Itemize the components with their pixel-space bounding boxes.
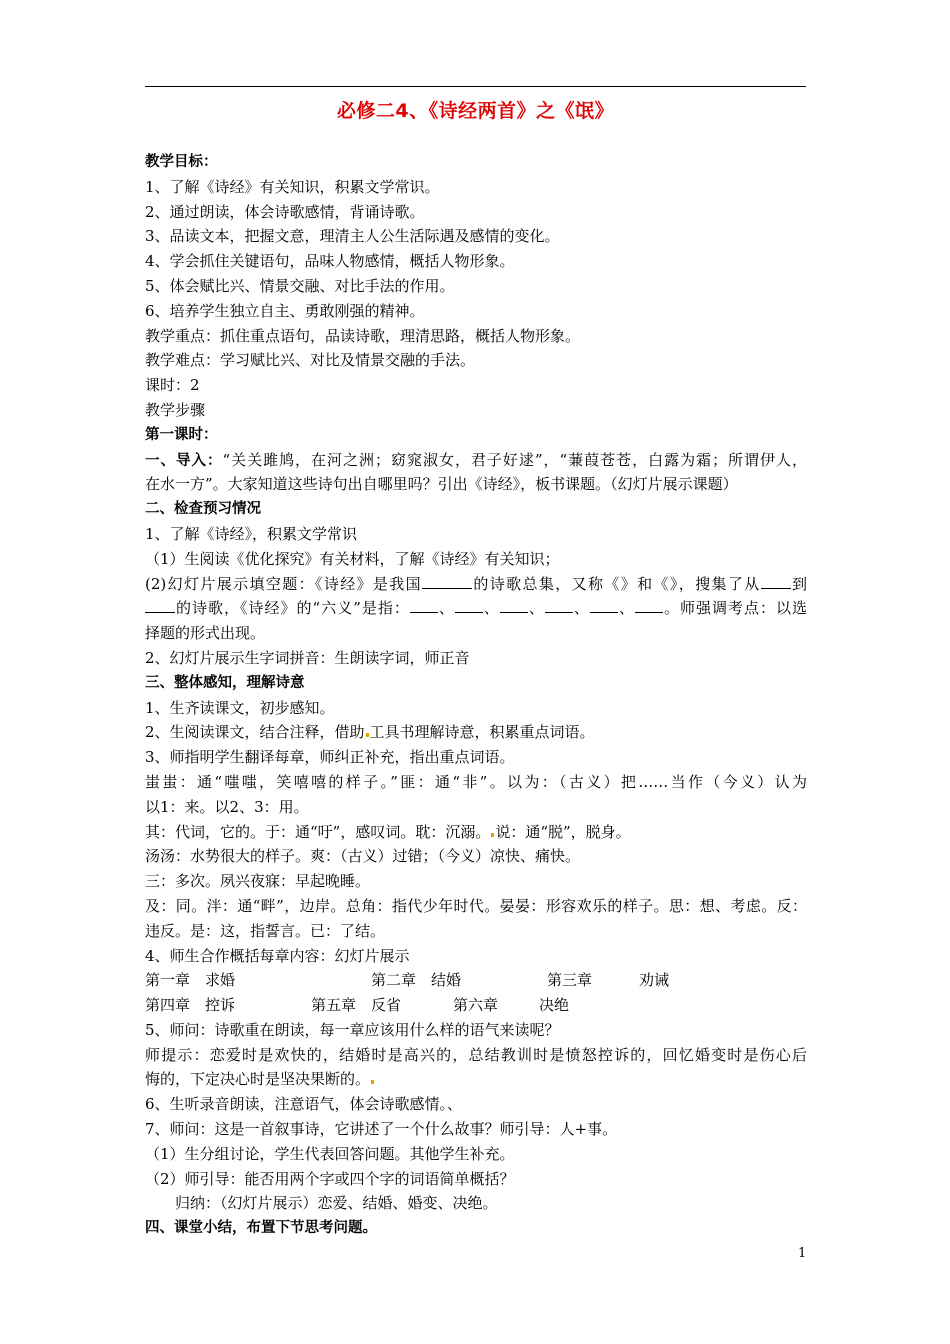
mark-dot xyxy=(371,1080,374,1084)
blank xyxy=(145,596,175,613)
intro-paragraph-line xyxy=(145,448,807,473)
steps-heading: 教学步骤 xyxy=(145,400,206,419)
goal-item: 2、通过朗读，体会诗歌感情，背诵诗歌。 xyxy=(145,202,425,221)
chapter-item: 第五章 反省 xyxy=(311,996,402,1015)
subsection-text: 工具书理解诗意，积累重点词语。 xyxy=(369,723,595,742)
vocab-text: 说：通“脱”，脱身。 xyxy=(495,822,631,841)
subsection: 5、师问：诗歌重在朗读，每一章应该用什么样的语气来读呢？ xyxy=(145,1020,560,1039)
lesson-one-heading: 第一课时： xyxy=(145,426,218,443)
chapter-item: 劝诫 xyxy=(639,971,670,990)
chapter-item: 第二章 结婚 xyxy=(371,971,462,990)
goal-item: 3、品读文本，把握文意，理清主人公生活际遇及感情的变化。 xyxy=(145,227,560,246)
subsection: 1、生齐读课文，初步感知。 xyxy=(145,698,335,717)
intro-label: 一、导入： xyxy=(145,452,223,469)
fill-text: 的诗歌总集，又称《 xyxy=(472,574,621,593)
fill-text: 的诗歌，《诗经》的“六义”是指： xyxy=(175,599,410,618)
difficulties: 教学难点：学习赋比兴、对比及情景交融的手法。 xyxy=(145,351,476,370)
section-heading: 三、整体感知，理解诗意 xyxy=(145,674,305,691)
fill-text: 、 xyxy=(482,599,500,618)
fill-text: 、 xyxy=(437,599,455,618)
fill-text: 、 xyxy=(527,599,545,618)
section-heading: 二、检查预习情况 xyxy=(145,501,261,518)
blank xyxy=(455,596,483,613)
subsection-item: （1）生分组讨论，学生代表回答问题。其他学生补充。 xyxy=(145,1144,515,1163)
mark-dot xyxy=(366,733,369,737)
header-rule xyxy=(145,86,806,87)
fill-text: 》和《 xyxy=(620,574,670,593)
subsection-item: （2）师引导：能否用两个字或四个字的词语简单概括？ xyxy=(145,1169,515,1188)
blank xyxy=(635,596,663,613)
subsection: 7、师问：这是一首叙事诗，它讲述了一个什么故事？师引导：人+事。 xyxy=(145,1120,618,1139)
hint-line xyxy=(145,1067,807,1092)
fill-blank-line xyxy=(145,596,807,621)
fill-text: 、 xyxy=(617,599,635,618)
vocab-line: 及：同。泮：通“畔”，边岸。总角：指代少年时代。晏晏：形容欢乐的样子。思：想、考虑。反： xyxy=(145,896,807,915)
blank xyxy=(500,596,528,613)
key-points: 教学重点：抓住重点语句，品读诗歌，理清思路，概括人物形象。 xyxy=(145,326,581,345)
chapter-item: 第六章 xyxy=(453,996,499,1015)
vocab-line: 汤汤：水势很大的样子。爽：（古义）过错；（今义）凉快、痛快。 xyxy=(145,847,581,866)
vocab-line: 蚩蚩：通“嗤嗤，笑嘻嘻的样子。”匪：通“非”。以为：（古义）把……当作（今义）认为 xyxy=(145,772,807,791)
mark-dot xyxy=(491,833,494,837)
goal-item: 5、体会赋比兴、情景交融、对比手法的作用。 xyxy=(145,276,455,295)
subsection-text: 2、生阅读课文，结合注释，借助 xyxy=(145,723,365,742)
blank xyxy=(422,572,472,589)
blank xyxy=(590,596,618,613)
class-hours: 课时：2 xyxy=(145,376,200,395)
blank xyxy=(410,596,438,613)
fill-text: 、 xyxy=(572,599,590,618)
chapter-item: 第四章 控诉 xyxy=(145,996,236,1015)
hint-line: 师提示：恋爱时是欢快的，结婚时是高兴的，总结教训时是愤怒控诉的，回忆婚变时是伤心后 xyxy=(145,1045,807,1064)
chapter-item: 第三章 xyxy=(547,971,593,990)
fill-text: 。师强调考点：以选 xyxy=(662,599,807,618)
subsection: 1、了解《诗经》，积累文学常识 xyxy=(145,524,358,543)
goal-item: 4、学会抓住关键语句，品味人物感情，概括人物形象。 xyxy=(145,252,515,271)
vocab-text: 其：代词，它的。于：通“吁”，感叹词。耽：沉溺。 xyxy=(145,822,491,841)
blank xyxy=(545,596,573,613)
blank xyxy=(761,572,791,589)
chapter-item: 决绝 xyxy=(539,996,570,1015)
goals-heading: 教学目标： xyxy=(145,154,218,170)
hint-text: 悔的，下定决心时是坚决果断的。 xyxy=(145,1070,371,1089)
page-number: 1 xyxy=(798,1246,807,1261)
subsection: 2、幻灯片展示生字词拼音：生朗读字词，师正音 xyxy=(145,648,470,667)
fill-text: (2)幻灯片展示填空题：《诗经》是我国 xyxy=(145,574,423,593)
document-title: 必修二4、《诗经两首》之《氓》 xyxy=(336,100,615,122)
goal-item: 6、培养学生独立自主、勇敢刚强的精神。 xyxy=(145,301,425,320)
subsection: 6、生听录音朗读，注意语气，体会诗歌感情。、 xyxy=(145,1095,463,1114)
fill-blank-line xyxy=(145,572,807,597)
vocab-line: 违反。是：这，指誓言。已：了结。 xyxy=(145,921,386,940)
document-body xyxy=(145,150,807,1241)
goal-item: 1、了解《诗经》有关知识，积累文学常识。 xyxy=(145,177,440,196)
chapter-item: 第一章 求婚 xyxy=(145,971,236,990)
vocab-line: 以1：来。以2、3：用。 xyxy=(145,797,309,816)
fill-blank-line: 择题的形式出现。 xyxy=(145,624,266,643)
section-heading: 四、课堂小结，布置下节思考问题。 xyxy=(145,1220,377,1237)
intro-paragraph-line: 在水一方”。大家知道这些诗句出自哪里吗？引出《诗经》，板书课题。（幻灯片展示课题） xyxy=(145,475,738,494)
fill-text: 到 xyxy=(790,574,807,593)
intro-text: “关关雎鸠，在河之洲；窈窕淑女，君子好逑”，“蒹葭苍苍，白露为霜；所谓伊人， xyxy=(222,450,808,469)
fill-text: 》，搜集了从 xyxy=(669,574,761,593)
vocab-line: 三：多次。夙兴夜寐：早起晚睡。 xyxy=(145,872,371,891)
subsection xyxy=(145,720,807,745)
subsection: 4、师生合作概括每章内容：幻灯片展示 xyxy=(145,946,410,965)
chapter-row xyxy=(145,968,807,993)
summary-line: 归纳：（幻灯片展示）恋爱、结婚、婚变、决绝。 xyxy=(175,1194,498,1213)
chapter-row xyxy=(145,993,807,1018)
subsection-item: （1）生阅读《优化探究》有关材料，了解《诗经》有关知识； xyxy=(145,549,560,568)
vocab-line xyxy=(145,820,807,845)
subsection: 3、师指明学生翻译每章，师纠正补充，指出重点词语。 xyxy=(145,748,515,767)
